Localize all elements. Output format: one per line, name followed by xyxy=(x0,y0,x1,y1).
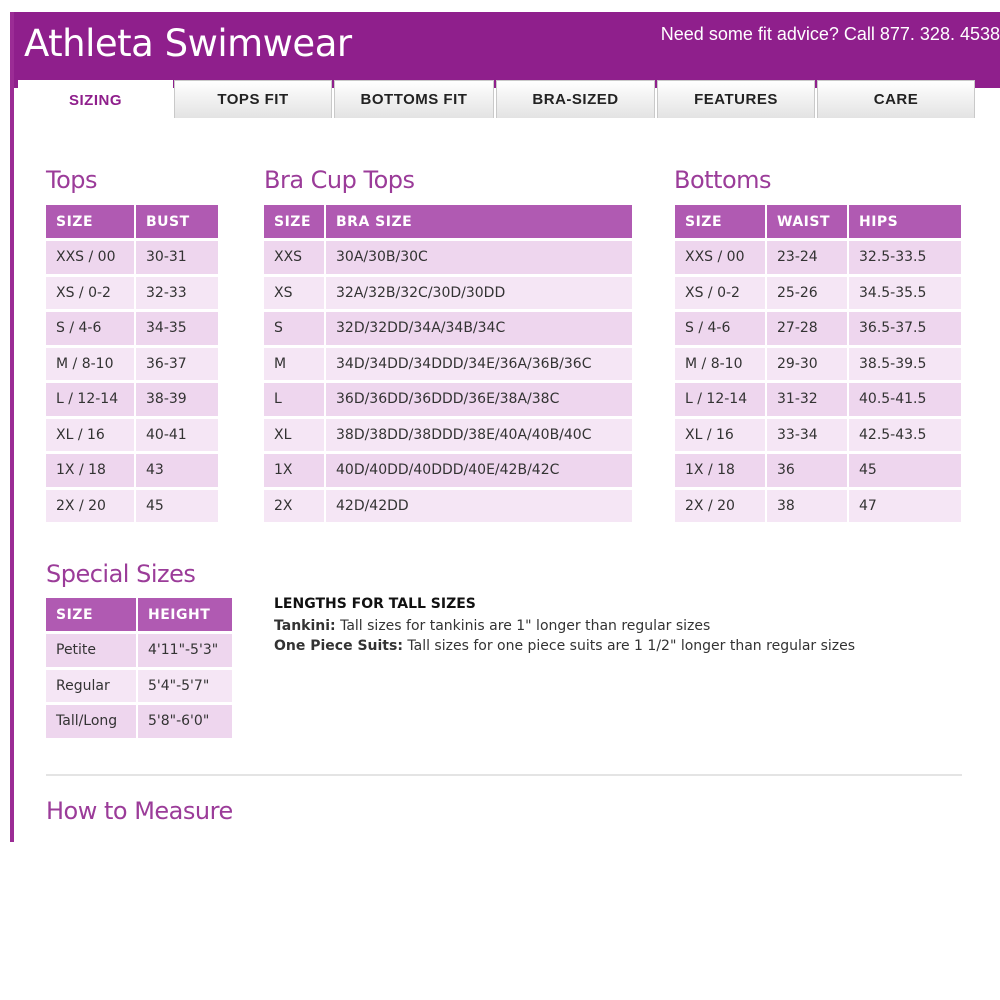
size-cell: M / 8-10 xyxy=(675,348,767,381)
bra-size-cell: 42D/42DD xyxy=(326,490,632,523)
waist-cell: 27-28 xyxy=(767,312,849,345)
tall-lengths-heading: LENGTHS FOR TALL SIZES xyxy=(274,596,476,612)
size-cell: XS / 0-2 xyxy=(675,277,767,310)
column-header: SIZE xyxy=(264,205,326,238)
size-cell: M xyxy=(264,348,326,381)
table-header-row xyxy=(264,205,632,238)
waist-cell: 36 xyxy=(767,454,849,487)
bust-cell: 45 xyxy=(136,490,218,523)
tab-bra-sized[interactable]: BRA-SIZED xyxy=(496,80,655,118)
bust-cell: 34-35 xyxy=(136,312,218,345)
table-row xyxy=(675,383,961,416)
table-row xyxy=(264,490,632,523)
bra-size-cell: 38D/38DD/38DDD/38E/40A/40B/40C xyxy=(326,419,632,452)
size-cell: XL xyxy=(264,419,326,452)
size-cell: XL / 16 xyxy=(675,419,767,452)
table-row xyxy=(46,419,218,452)
table-row xyxy=(46,277,218,310)
bust-cell: 43 xyxy=(136,454,218,487)
size-cell: Tall/Long xyxy=(46,705,138,738)
size-cell: S / 4-6 xyxy=(46,312,136,345)
table-header-row xyxy=(675,205,961,238)
table-row xyxy=(264,419,632,452)
hips-cell: 32.5-33.5 xyxy=(849,241,961,274)
size-cell: L xyxy=(264,383,326,416)
table-header-row xyxy=(46,205,218,238)
size-cell: L / 12-14 xyxy=(46,383,136,416)
fit-advice-phone: Need some fit advice? Call 877. 328. 4538 xyxy=(660,24,1000,44)
column-header: WAIST xyxy=(767,205,849,238)
size-cell: XXS xyxy=(264,241,326,274)
column-header: SIZE xyxy=(46,205,136,238)
size-cell: Regular xyxy=(46,670,138,703)
size-cell: Petite xyxy=(46,634,138,667)
table-row xyxy=(46,383,218,416)
column-header: SIZE xyxy=(675,205,767,238)
waist-cell: 29-30 xyxy=(767,348,849,381)
brand-title: Athleta Swimwear xyxy=(24,22,352,65)
table-row xyxy=(46,348,218,381)
how-to-measure-title: How to Measure xyxy=(46,797,233,825)
hips-cell: 42.5-43.5 xyxy=(849,419,961,452)
table-row xyxy=(264,383,632,416)
bra-size-cell: 30A/30B/30C xyxy=(326,241,632,274)
table-row xyxy=(264,312,632,345)
site-header xyxy=(14,12,1000,88)
size-cell: XXS / 00 xyxy=(46,241,136,274)
size-cell: S / 4-6 xyxy=(675,312,767,345)
column-header: HEIGHT xyxy=(138,598,232,631)
height-cell: 5'8"-6'0" xyxy=(138,705,232,738)
bust-cell: 30-31 xyxy=(136,241,218,274)
column-header: SIZE xyxy=(46,598,138,631)
tankini-note xyxy=(274,618,855,634)
waist-cell: 23-24 xyxy=(767,241,849,274)
size-cell: L / 12-14 xyxy=(675,383,767,416)
height-cell: 4'11"-5'3" xyxy=(138,634,232,667)
tops-title: Tops xyxy=(46,166,98,194)
note-text: Tall sizes for tankinis are 1" longer than regular sizes xyxy=(335,618,711,634)
hips-cell: 47 xyxy=(849,490,961,523)
special-sizes-table xyxy=(46,595,232,741)
section-divider xyxy=(46,774,962,776)
bra-size-cell: 40D/40DD/40DDD/40E/42B/42C xyxy=(326,454,632,487)
tab-care[interactable]: CARE xyxy=(817,80,975,118)
size-cell: 1X / 18 xyxy=(675,454,767,487)
special-sizes-title: Special Sizes xyxy=(46,560,196,588)
table-header-row xyxy=(46,598,232,631)
table-row xyxy=(675,241,961,274)
hips-cell: 36.5-37.5 xyxy=(849,312,961,345)
table-row xyxy=(675,419,961,452)
bottoms-table xyxy=(675,202,961,525)
table-row xyxy=(264,241,632,274)
table-row xyxy=(46,490,218,523)
table-row xyxy=(675,312,961,345)
bust-cell: 32-33 xyxy=(136,277,218,310)
table-row xyxy=(46,670,232,703)
bra-cup-tops-table xyxy=(264,202,632,525)
size-cell: 2X xyxy=(264,490,326,523)
table-row xyxy=(675,277,961,310)
table-row xyxy=(46,705,232,738)
bottoms-title: Bottoms xyxy=(674,166,772,194)
column-header: BUST xyxy=(136,205,218,238)
size-cell: S xyxy=(264,312,326,345)
size-cell: 1X xyxy=(264,454,326,487)
column-header: HIPS xyxy=(849,205,961,238)
size-cell: 1X / 18 xyxy=(46,454,136,487)
hips-cell: 34.5-35.5 xyxy=(849,277,961,310)
table-row xyxy=(264,277,632,310)
table-row xyxy=(264,454,632,487)
bust-cell: 36-37 xyxy=(136,348,218,381)
size-cell: XS / 0-2 xyxy=(46,277,136,310)
one-piece-note xyxy=(274,638,855,654)
tall-lengths-note xyxy=(274,596,855,658)
table-row xyxy=(46,454,218,487)
hips-cell: 45 xyxy=(849,454,961,487)
tab-features[interactable]: FEATURES xyxy=(657,80,815,118)
bra-size-cell: 34D/34DD/34DDD/34E/36A/36B/36C xyxy=(326,348,632,381)
tab-tops-fit[interactable]: TOPS FIT xyxy=(174,80,332,118)
table-row xyxy=(675,490,961,523)
bust-cell: 38-39 xyxy=(136,383,218,416)
tab-bottoms-fit[interactable]: BOTTOMS FIT xyxy=(334,80,494,118)
size-cell: 2X / 20 xyxy=(675,490,767,523)
table-row xyxy=(46,241,218,274)
size-cell: XXS / 00 xyxy=(675,241,767,274)
size-cell: XS xyxy=(264,277,326,310)
tab-sizing[interactable]: SIZING xyxy=(18,80,173,120)
table-row xyxy=(264,348,632,381)
waist-cell: 31-32 xyxy=(767,383,849,416)
table-row xyxy=(46,634,232,667)
tab-bar xyxy=(18,80,978,120)
bra-size-cell: 32A/32B/32C/30D/30DD xyxy=(326,277,632,310)
table-row xyxy=(675,454,961,487)
bust-cell: 40-41 xyxy=(136,419,218,452)
hips-cell: 38.5-39.5 xyxy=(849,348,961,381)
waist-cell: 33-34 xyxy=(767,419,849,452)
size-cell: 2X / 20 xyxy=(46,490,136,523)
table-row xyxy=(46,312,218,345)
size-cell: XL / 16 xyxy=(46,419,136,452)
note-label: One Piece Suits: xyxy=(274,638,403,654)
waist-cell: 25-26 xyxy=(767,277,849,310)
bra-size-cell: 32D/32DD/34A/34B/34C xyxy=(326,312,632,345)
waist-cell: 38 xyxy=(767,490,849,523)
table-row xyxy=(675,348,961,381)
note-text: Tall sizes for one piece suits are 1 1/2" longer than regular sizes xyxy=(402,638,856,654)
bra-cup-tops-title: Bra Cup Tops xyxy=(264,166,415,194)
left-border xyxy=(10,12,14,842)
column-header: BRA SIZE xyxy=(326,205,632,238)
note-label: Tankini: xyxy=(274,618,336,634)
size-cell: M / 8-10 xyxy=(46,348,136,381)
bra-size-cell: 36D/36DD/36DDD/36E/38A/38C xyxy=(326,383,632,416)
hips-cell: 40.5-41.5 xyxy=(849,383,961,416)
height-cell: 5'4"-5'7" xyxy=(138,670,232,703)
tops-table xyxy=(46,202,218,525)
